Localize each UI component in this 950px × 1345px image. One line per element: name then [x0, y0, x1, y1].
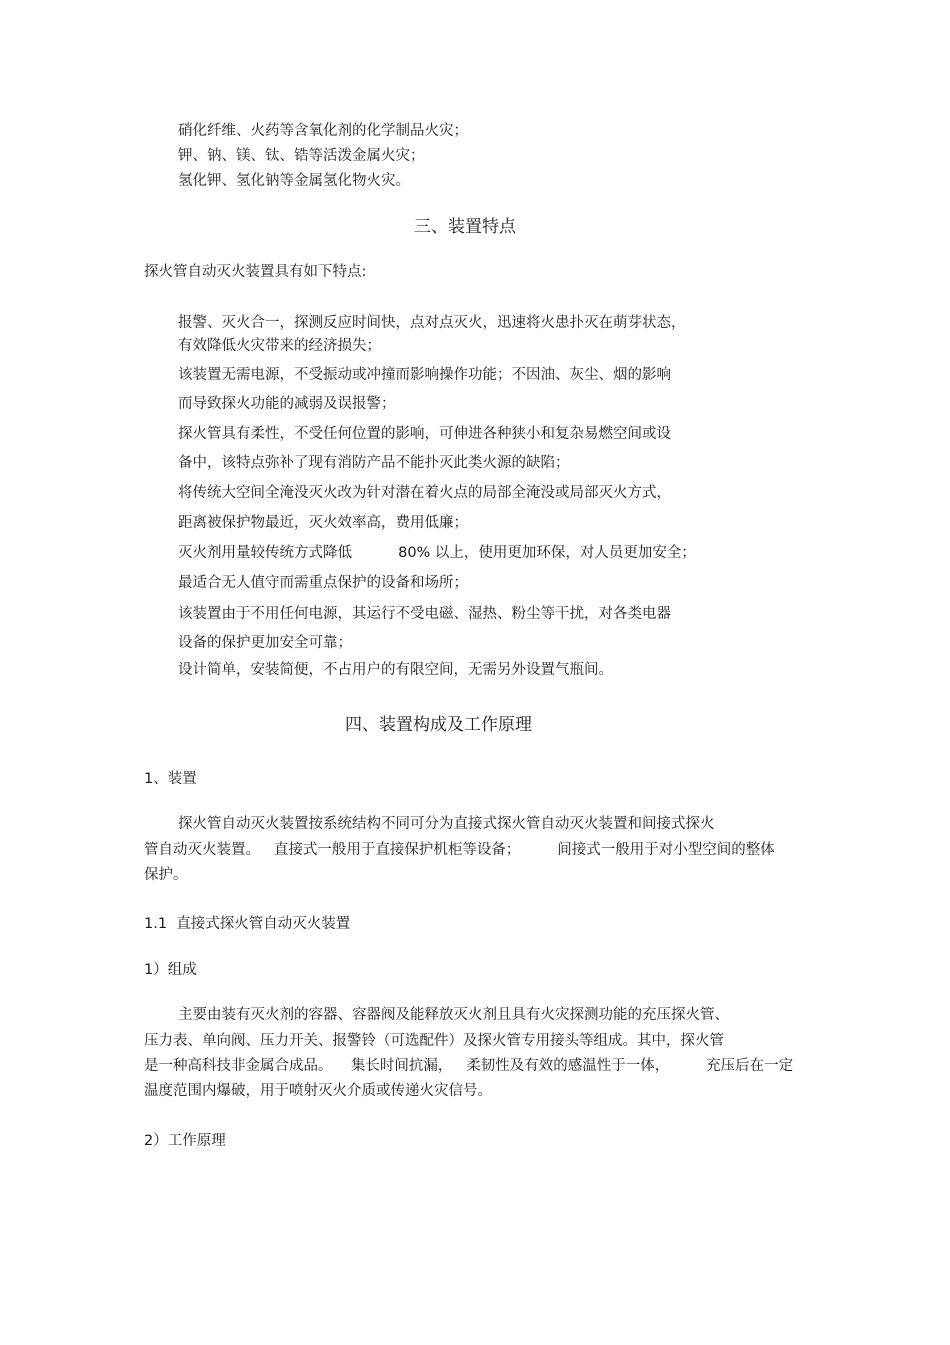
paragraph-line: 是一种高科技非金属合成品。 集长时间抗漏， 柔韧性及有效的感温性于一体， 充压后在一定 — [144, 1058, 794, 1074]
feature-line: 探火管具有柔性，不受任何位置的影响，可伸进各种狭小和复杂易燃空间或设 — [178, 426, 671, 442]
feature-line: 有效降低火灾带来的经济损失； — [178, 338, 381, 354]
paragraph-line: 主要由装有灭火剂的容器、容器阀及能释放灭火剂且具有火灾探测功能的充压探火管、 — [178, 1007, 729, 1023]
intro-line: 氢化钾、氢化钠等金属氢化物火灾。 — [178, 173, 410, 189]
feature-line: 距离被保护物最近，灭火效率高，费用低廉； — [178, 515, 468, 531]
feature-line: 将传统大空间全淹没灭火改为针对潜在着火点的局部全淹没或局部灭火方式， — [178, 485, 671, 501]
section-heading: 四、装置构成及工作原理 — [345, 715, 532, 735]
feature-line: 而导致探火功能的减弱及误报警； — [178, 396, 396, 412]
feature-line: 灭火剂用量较传统方式降低 80% 以上，使用更加环保，对人员更加安全； — [178, 545, 696, 561]
paragraph-line: 管自动灭火装置。 直接式一般用于直接保护机柜等设备； 间接式一般用于对小型空间的整体 — [144, 842, 775, 858]
paragraph-line: 温度范围内爆破，用于喷射灭火介质或传递火灾信号。 — [144, 1083, 492, 1099]
feature-line: 该装置无需电源，不受振动或冲撞而影响操作功能；不因油、灰尘、烟的影响 — [178, 367, 671, 383]
list-label: 2）工作原理 — [144, 1133, 226, 1149]
feature-line: 备中，该特点弥补了现有消防产品不能扑灭此类火源的缺陷； — [178, 455, 570, 471]
feature-line: 该装置由于不用任何电源，其运行不受电磁、湿热、粉尘等干扰，对各类电器 — [178, 606, 671, 622]
subheading: 1、装置 — [144, 771, 197, 787]
paragraph-line: 压力表、单向阀、压力开关、报警铃（可选配件）及探火管专用接头等组成。其中，探火管 — [144, 1033, 724, 1049]
paragraph-line: 保护。 — [144, 867, 188, 883]
section-lead: 探火管自动灭火装置具有如下特点: — [144, 264, 367, 280]
subheading: 1.1 直接式探火管自动灭火装置 — [144, 916, 351, 932]
paragraph-line: 探火管自动灭火装置按系统结构不同可分为直接式探火管自动灭火装置和间接式探火 — [178, 816, 715, 832]
feature-line: 报警、灭火合一，探测反应时间快，点对点灭火，迅速将火患扑灭在萌芽状态， — [178, 315, 686, 331]
feature-line: 最适合无人值守而需重点保护的设备和场所； — [178, 575, 468, 591]
intro-line: 硝化纤维、火药等含氧化剂的化学制品火灾； — [178, 123, 468, 139]
feature-line: 设备的保护更加安全可靠； — [178, 635, 352, 651]
feature-line: 设计简单，安装简便，不占用户的有限空间，无需另外设置气瓶间。 — [178, 662, 613, 678]
section-heading: 三、装置特点 — [414, 217, 516, 237]
list-label: 1）组成 — [144, 962, 197, 978]
intro-line: 钾、钠、镁、钛、锆等活泼金属火灾； — [178, 148, 425, 164]
